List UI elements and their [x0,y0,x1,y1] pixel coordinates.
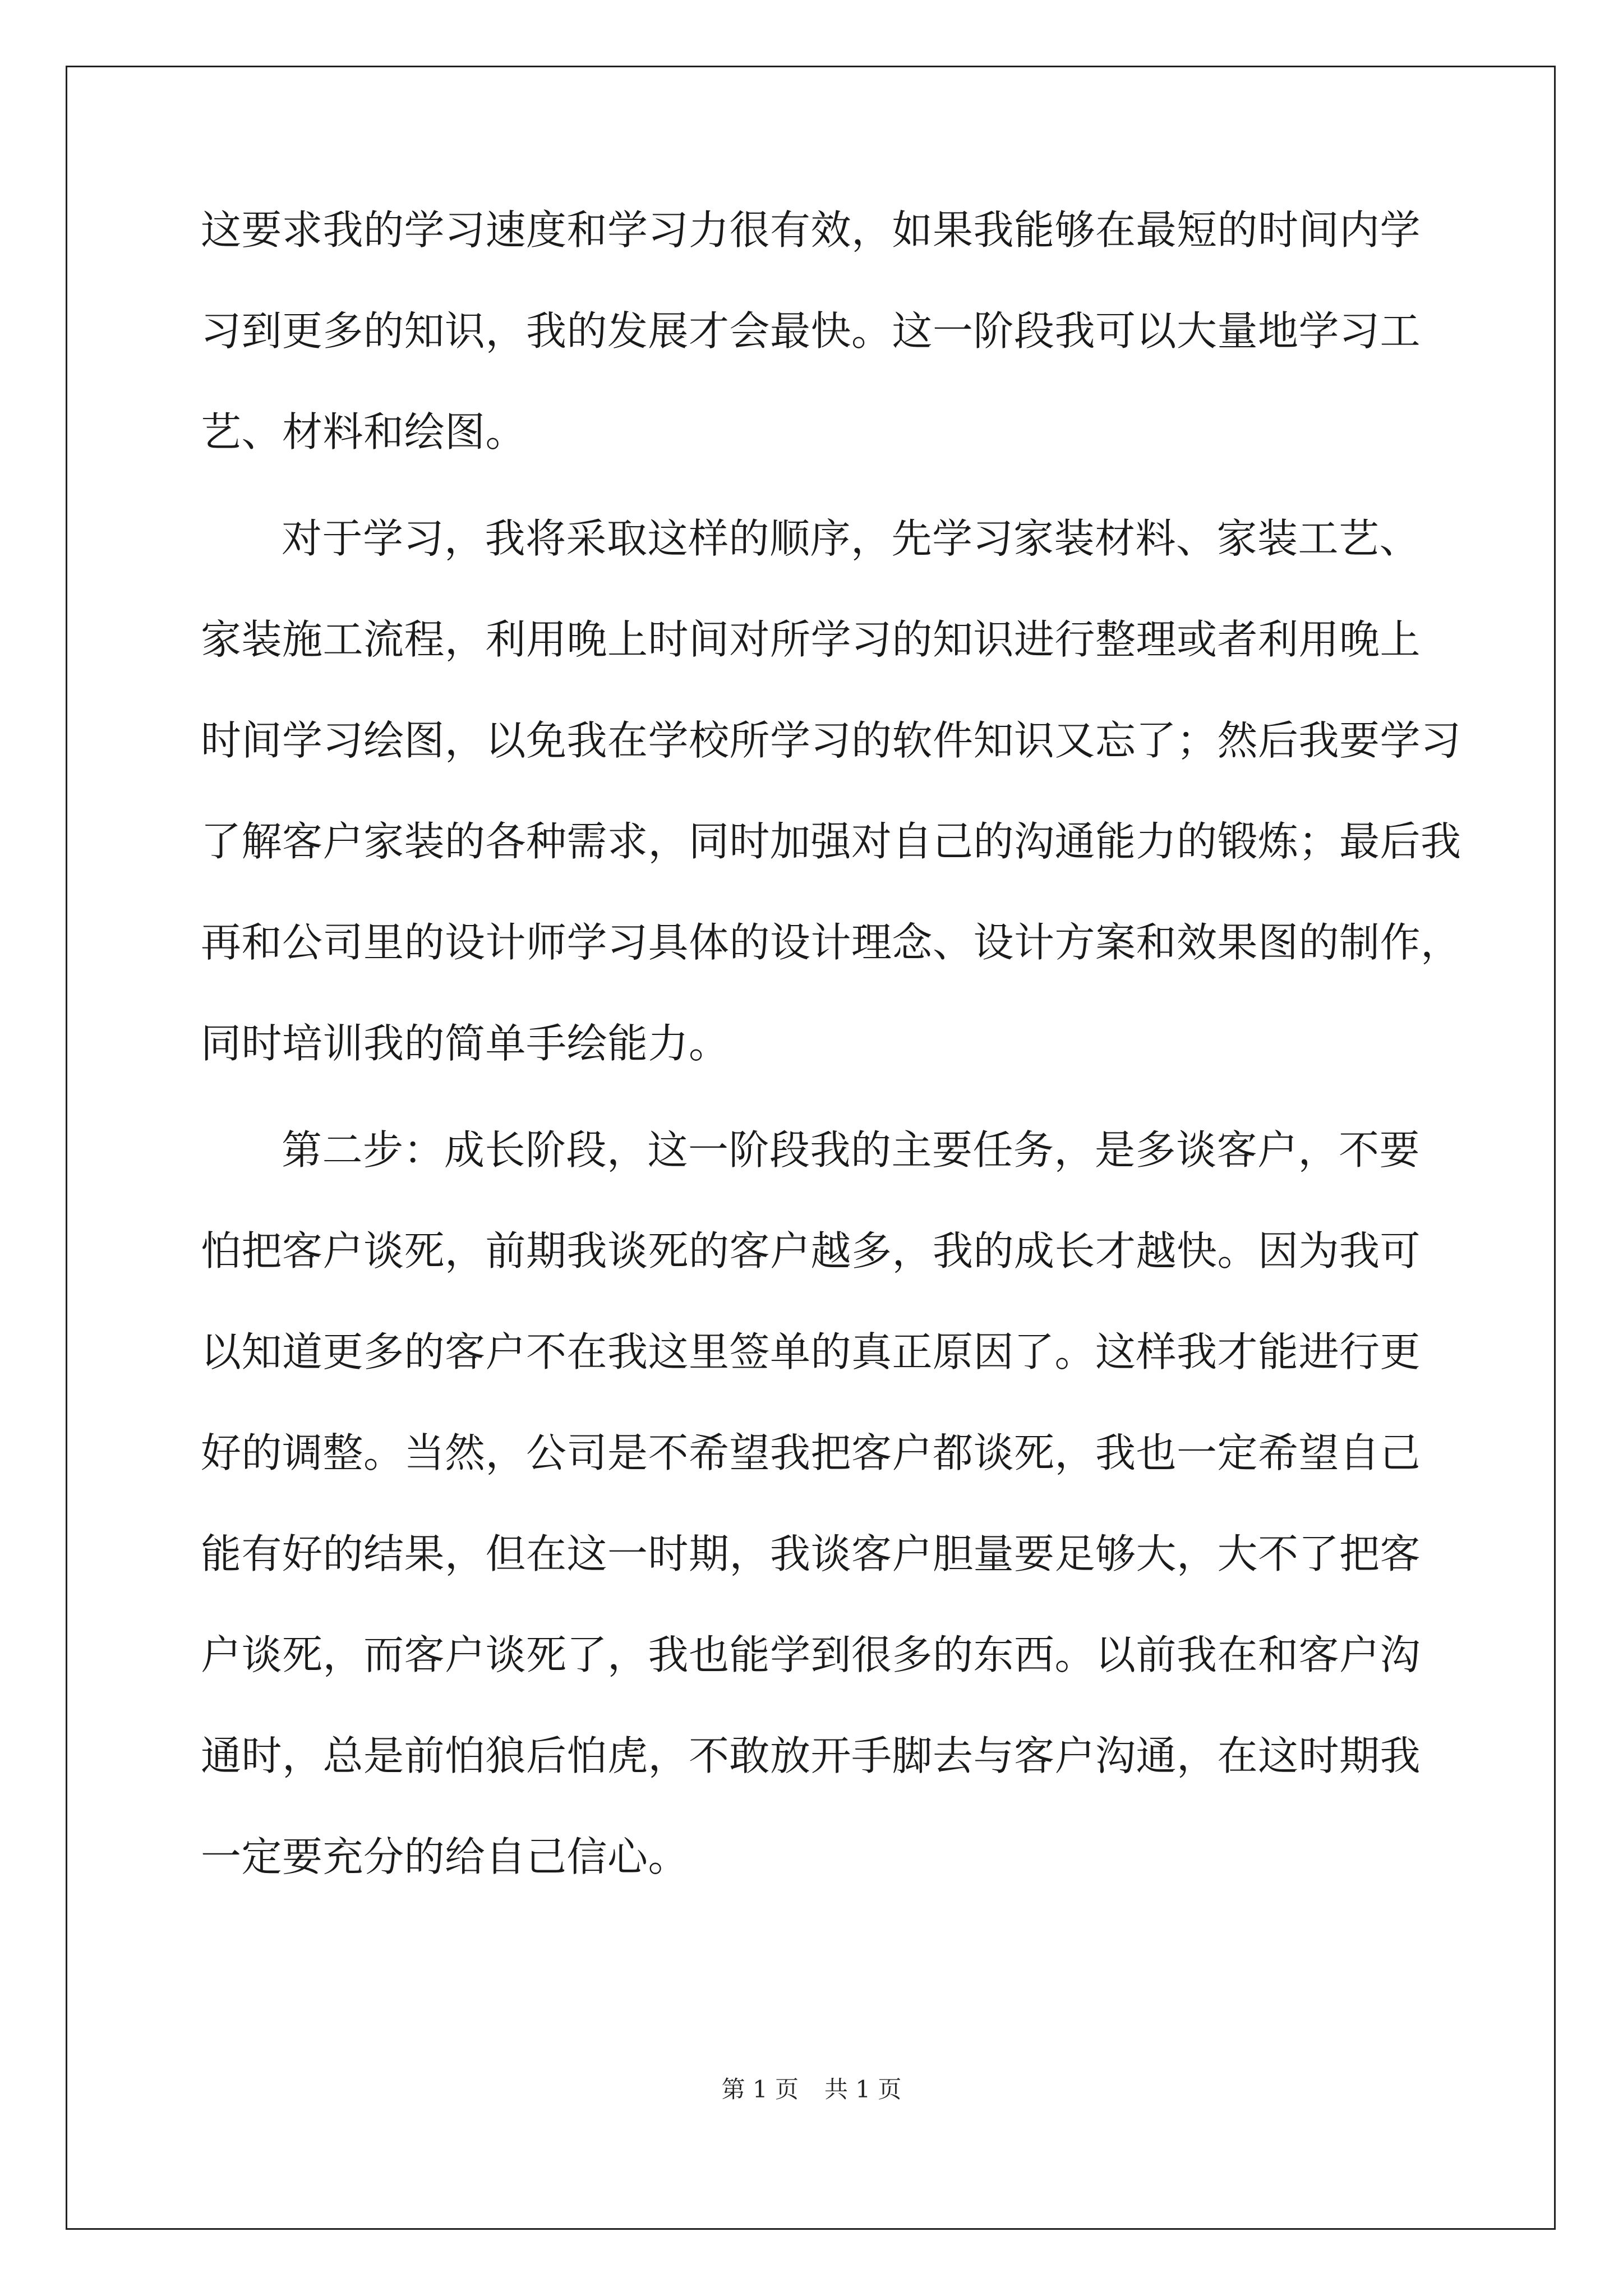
text-line: 对于学习，我将采取这样的顺序，先学习家装材料、家装工艺、 [282,515,1421,562]
text-line: 一定要充分的给自己信心。 [201,1833,689,1880]
text-line: 习到更多的知识，我的发展才会最快。这一阶段我可以大量地学习工 [201,307,1421,355]
text-line: 能有好的结果，但在这一时期，我谈客户胆量要足够大，大不了把客 [201,1530,1421,1577]
page-total: 共 1 页 [824,2076,902,2103]
text-line: 家装施工流程，利用晚上时间对所学习的知识进行整理或者利用晚上 [201,616,1421,663]
text-line: 同时培训我的简单手绘能力。 [201,1020,730,1067]
text-line: 了解客户家装的各种需求，同时加强对自己的沟通能力的锻炼；最后我 [201,818,1461,865]
paragraph-2 [201,488,1461,1094]
text-line: 以知道更多的客户不在我这里签单的真正原因了。这样我才能进行更 [201,1328,1421,1375]
text-line: 再和公司里的设计师学习具体的设计理念、设计方案和效果图的制作， [201,919,1461,966]
text-line: 这要求我的学习速度和学习力很有效，如果我能够在最短的时间内学 [201,206,1421,254]
page-number: 第 1 页 [721,2076,799,2103]
text-line: 通时，总是前怕狼后怕虎，不敢放开手脚去与客户沟通，在这时期我 [201,1732,1421,1779]
text-line: 艺、材料和绘图。 [201,408,527,455]
document-body [201,180,1461,1913]
paragraph-1 [201,180,1435,482]
paragraph-3 [201,1099,1435,1907]
page-footer [0,2073,1623,2106]
text-line: 户谈死，而客户谈死了，我也能学到很多的东西。以前我在和客户沟 [201,1631,1421,1678]
text-line: 好的调整。当然，公司是不希望我把客户都谈死，我也一定希望自己 [201,1429,1421,1476]
text-line: 第二步：成长阶段，这一阶段我的主要任务，是多谈客户，不要 [282,1126,1421,1174]
text-line: 怕把客户谈死，前期我谈死的客户越多，我的成长才越快。因为我可 [201,1227,1421,1274]
text-line: 时间学习绘图，以免我在学校所学习的软件知识又忘了；然后我要学习 [201,717,1461,764]
